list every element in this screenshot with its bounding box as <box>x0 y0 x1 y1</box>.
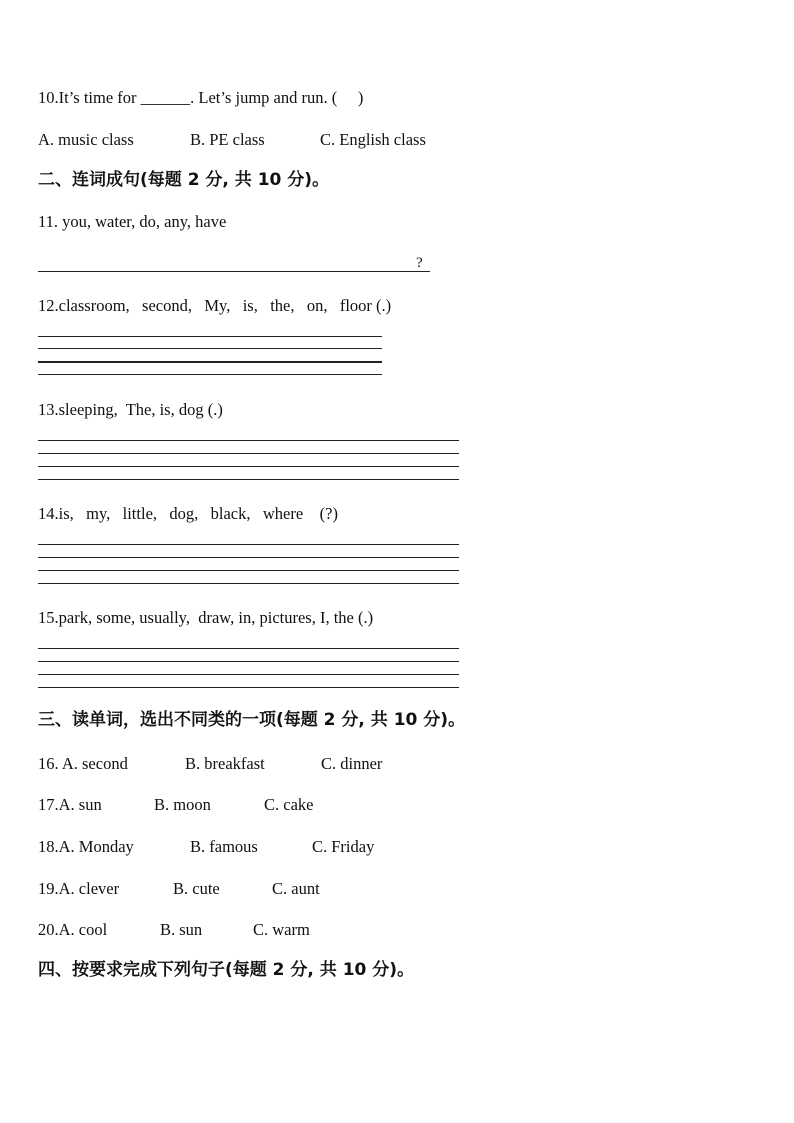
option-a: 19.A. clever <box>38 879 120 898</box>
question-17-row <box>38 795 313 815</box>
option-a: A. music class <box>38 130 134 149</box>
question-14-prompt: 14.is, my, little, dog, black, where (?) <box>38 504 338 523</box>
question-12-prompt: 12.classroom, second, My, is, the, on, floor (.) <box>38 296 392 315</box>
answer-line <box>38 336 382 337</box>
option-c: C. English class <box>320 130 426 149</box>
option-b: B. moon <box>154 795 211 814</box>
answer-line <box>38 374 382 375</box>
option-c: C. aunt <box>272 879 320 898</box>
section-4-title: 四、按要求完成下列句子(每题 2 分, 共 10 分)。 <box>38 960 415 980</box>
section-3-title: 三、读单词，选出不同类的一项(每题 2 分, 共 10 分)。 <box>38 710 466 730</box>
answer-line <box>38 361 382 363</box>
option-b: B. cute <box>173 879 220 898</box>
question-15-prompt: 15.park, some, usually, draw, in, pictures, I, the (.) <box>38 608 374 627</box>
option-a: 18.A. Monday <box>38 837 134 856</box>
answer-line <box>38 557 459 558</box>
question-11-prompt: 11. you, water, do, any, have <box>38 212 227 231</box>
question-19-row <box>38 879 320 899</box>
answer-line <box>38 466 459 467</box>
section-2-title: 二、连词成句(每题 2 分, 共 10 分)。 <box>38 170 330 190</box>
option-b: B. breakfast <box>185 754 265 773</box>
question-10-prompt: 10.It’s time for ______. Let’s jump and run. ( ) <box>38 88 364 107</box>
question-18-row <box>38 837 374 857</box>
question-13-prompt: 13.sleeping, The, is, dog (.) <box>38 400 223 419</box>
answer-line <box>38 544 459 545</box>
answer-line <box>38 674 459 675</box>
option-a: 17.A. sun <box>38 795 102 814</box>
option-c: C. Friday <box>312 837 375 856</box>
answer-line <box>38 479 459 480</box>
option-b: B. PE class <box>190 130 265 149</box>
answer-line <box>38 570 459 571</box>
option-c: C. warm <box>253 920 310 939</box>
answer-line <box>38 648 459 649</box>
answer-line <box>38 583 459 584</box>
answer-line <box>38 271 430 272</box>
question-11-end-mark: ? <box>416 255 423 271</box>
option-c: C. dinner <box>321 754 383 773</box>
option-b: B. sun <box>160 920 203 939</box>
question-20-row <box>38 920 310 940</box>
option-a: 16. A. second <box>38 754 128 773</box>
answer-line <box>38 661 459 662</box>
option-c: C. cake <box>264 795 314 814</box>
option-a: 20.A. cool <box>38 920 108 939</box>
answer-line <box>38 440 459 441</box>
question-16-row <box>38 754 382 774</box>
answer-line <box>38 687 459 688</box>
question-10-options <box>38 130 426 150</box>
answer-line <box>38 453 459 454</box>
answer-line <box>38 348 382 349</box>
option-b: B. famous <box>190 837 258 856</box>
